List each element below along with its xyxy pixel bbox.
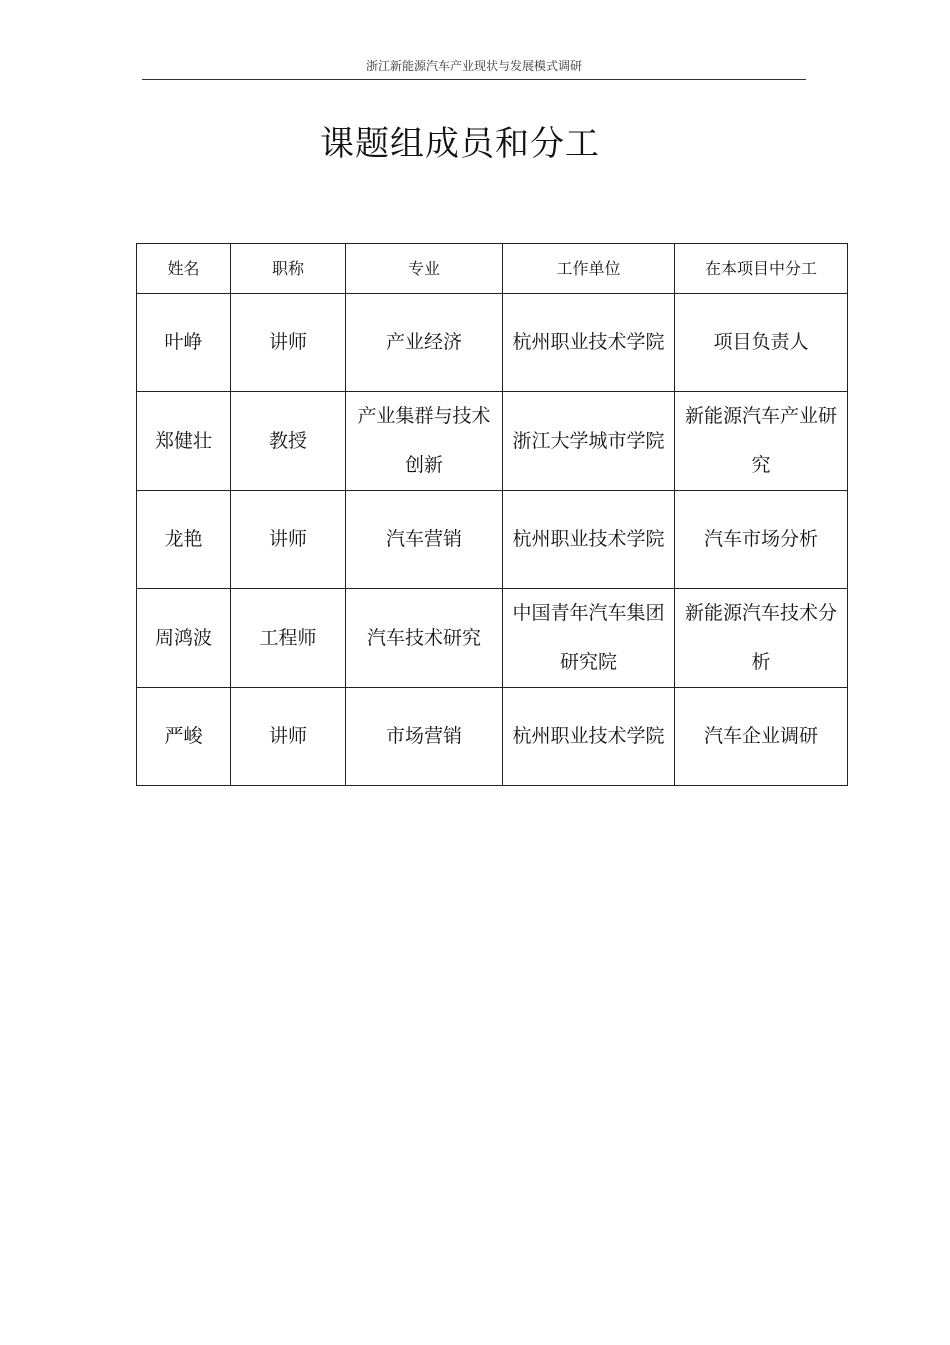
header-rule (142, 79, 806, 80)
column-header-unit: 工作单位 (503, 244, 675, 294)
cell-title: 工程师 (231, 589, 346, 688)
members-table (136, 243, 848, 786)
cell-role: 汽车企业调研 (675, 688, 848, 786)
column-header-title: 职称 (231, 244, 346, 294)
cell-name: 郑健壮 (137, 392, 231, 491)
cell-major: 汽车营销 (346, 491, 503, 589)
column-header-role: 在本项目中分工 (675, 244, 848, 294)
cell-unit: 杭州职业技术学院 (503, 294, 675, 392)
cell-role: 新能源汽车技术分析 (675, 589, 848, 688)
cell-title: 讲师 (231, 688, 346, 786)
cell-unit: 杭州职业技术学院 (503, 491, 675, 589)
cell-name: 周鸿波 (137, 589, 231, 688)
column-header-major: 专业 (346, 244, 503, 294)
cell-major: 产业集群与技术创新 (346, 392, 503, 491)
table-row (137, 294, 848, 392)
cell-title: 讲师 (231, 294, 346, 392)
cell-role: 新能源汽车产业研究 (675, 392, 848, 491)
page-title: 课题组成员和分工 (320, 124, 600, 164)
cell-name: 叶峥 (137, 294, 231, 392)
table-header-row (137, 244, 848, 294)
cell-unit: 浙江大学城市学院 (503, 392, 675, 491)
cell-major: 汽车技术研究 (346, 589, 503, 688)
table-row (137, 392, 848, 491)
cell-title: 讲师 (231, 491, 346, 589)
running-header: 浙江新能源汽车产业现状与发展模式调研 (365, 59, 582, 73)
cell-role: 汽车市场分析 (675, 491, 848, 589)
cell-name: 严峻 (137, 688, 231, 786)
cell-major: 产业经济 (346, 294, 503, 392)
table-row (137, 491, 848, 589)
cell-role: 项目负责人 (675, 294, 848, 392)
column-header-name: 姓名 (137, 244, 231, 294)
cell-name: 龙艳 (137, 491, 231, 589)
table-row (137, 688, 848, 786)
cell-unit: 杭州职业技术学院 (503, 688, 675, 786)
table-row (137, 589, 848, 688)
cell-unit: 中国青年汽车集团研究院 (503, 589, 675, 688)
cell-title: 教授 (231, 392, 346, 491)
cell-major: 市场营销 (346, 688, 503, 786)
